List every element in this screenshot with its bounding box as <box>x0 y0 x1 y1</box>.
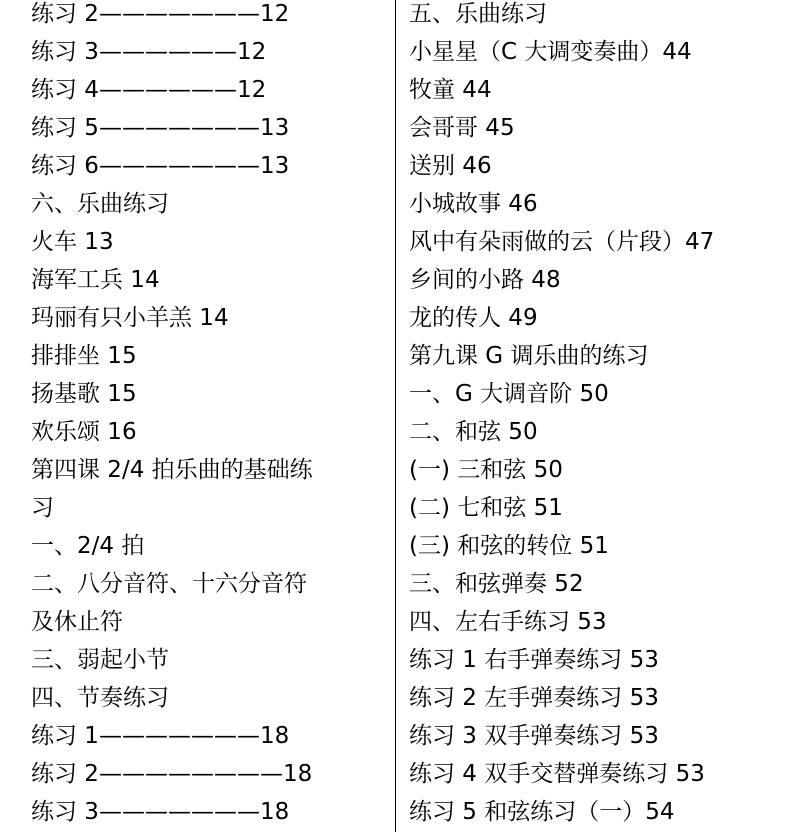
toc-section-heading: 一、2/4 拍 <box>31 533 145 559</box>
toc-entry: 扬基歌 15 <box>31 381 137 407</box>
toc-entry: 排排坐 15 <box>31 343 137 369</box>
toc-section-heading: 五、乐曲练习 <box>409 1 547 27</box>
toc-section-heading-continued: 及休止符 <box>31 609 123 635</box>
toc-entry: 小星星（C 大调变奏曲）44 <box>409 39 692 65</box>
toc-entry: 练习 2 左手弹奏练习 53 <box>409 685 659 711</box>
toc-entry: 牧童 44 <box>409 77 492 103</box>
toc-lesson-heading: 第九课 G 调乐曲的练习 <box>409 343 649 369</box>
toc-entry: 练习 3———————18 <box>31 799 290 825</box>
toc-section-heading: 四、节奏练习 <box>31 685 169 711</box>
toc-entry: 小城故事 46 <box>409 191 538 217</box>
toc-entry: 欢乐颂 16 <box>31 419 137 445</box>
toc-section-heading: 二、八分音符、十六分音符 <box>31 571 307 597</box>
toc-entry: 练习 2———————12 <box>31 1 290 27</box>
toc-left-column <box>31 0 386 831</box>
toc-section-heading: 六、乐曲练习 <box>31 191 169 217</box>
toc-section-heading: 三、弱起小节 <box>31 647 169 673</box>
toc-entry: 风中有朵雨做的云（片段）47 <box>409 229 715 255</box>
toc-entry: 练习 6———————13 <box>31 153 290 179</box>
toc-entry: 练习 5 和弦练习（一）54 <box>409 799 675 825</box>
toc-section-heading: 四、左右手练习 53 <box>409 609 607 635</box>
toc-entry: 海军工兵 14 <box>31 267 160 293</box>
toc-entry: 练习 1———————18 <box>31 723 290 749</box>
toc-subsection-heading: (三) 和弦的转位 51 <box>409 533 609 559</box>
toc-entry: 火车 13 <box>31 229 114 255</box>
toc-entry: 练习 4——————12 <box>31 77 267 103</box>
toc-entry: 玛丽有只小羊羔 14 <box>31 305 229 331</box>
toc-entry: 练习 5———————13 <box>31 115 290 141</box>
column-divider <box>395 0 396 832</box>
toc-subsection-heading: (一) 三和弦 50 <box>409 457 563 483</box>
toc-entry: 乡间的小路 48 <box>409 267 561 293</box>
toc-entry: 会哥哥 45 <box>409 115 515 141</box>
toc-entry: 练习 3 双手弹奏练习 53 <box>409 723 659 749</box>
toc-lesson-heading-continued: 习 <box>31 495 54 521</box>
toc-subsection-heading: (二) 七和弦 51 <box>409 495 563 521</box>
toc-section-heading: 三、和弦弹奏 52 <box>409 571 584 597</box>
toc-entry: 练习 3——————12 <box>31 39 267 65</box>
toc-entry: 练习 2————————18 <box>31 761 313 787</box>
toc-lesson-heading: 第四课 2/4 拍乐曲的基础练 <box>31 457 313 483</box>
toc-section-heading: 一、G 大调音阶 50 <box>409 381 609 407</box>
toc-section-heading: 二、和弦 50 <box>409 419 538 445</box>
toc-entry: 送别 46 <box>409 153 492 179</box>
toc-entry: 龙的传人 49 <box>409 305 538 331</box>
toc-entry: 练习 4 双手交替弹奏练习 53 <box>409 761 705 787</box>
toc-entry: 练习 1 右手弹奏练习 53 <box>409 647 659 673</box>
toc-right-column <box>409 0 784 831</box>
